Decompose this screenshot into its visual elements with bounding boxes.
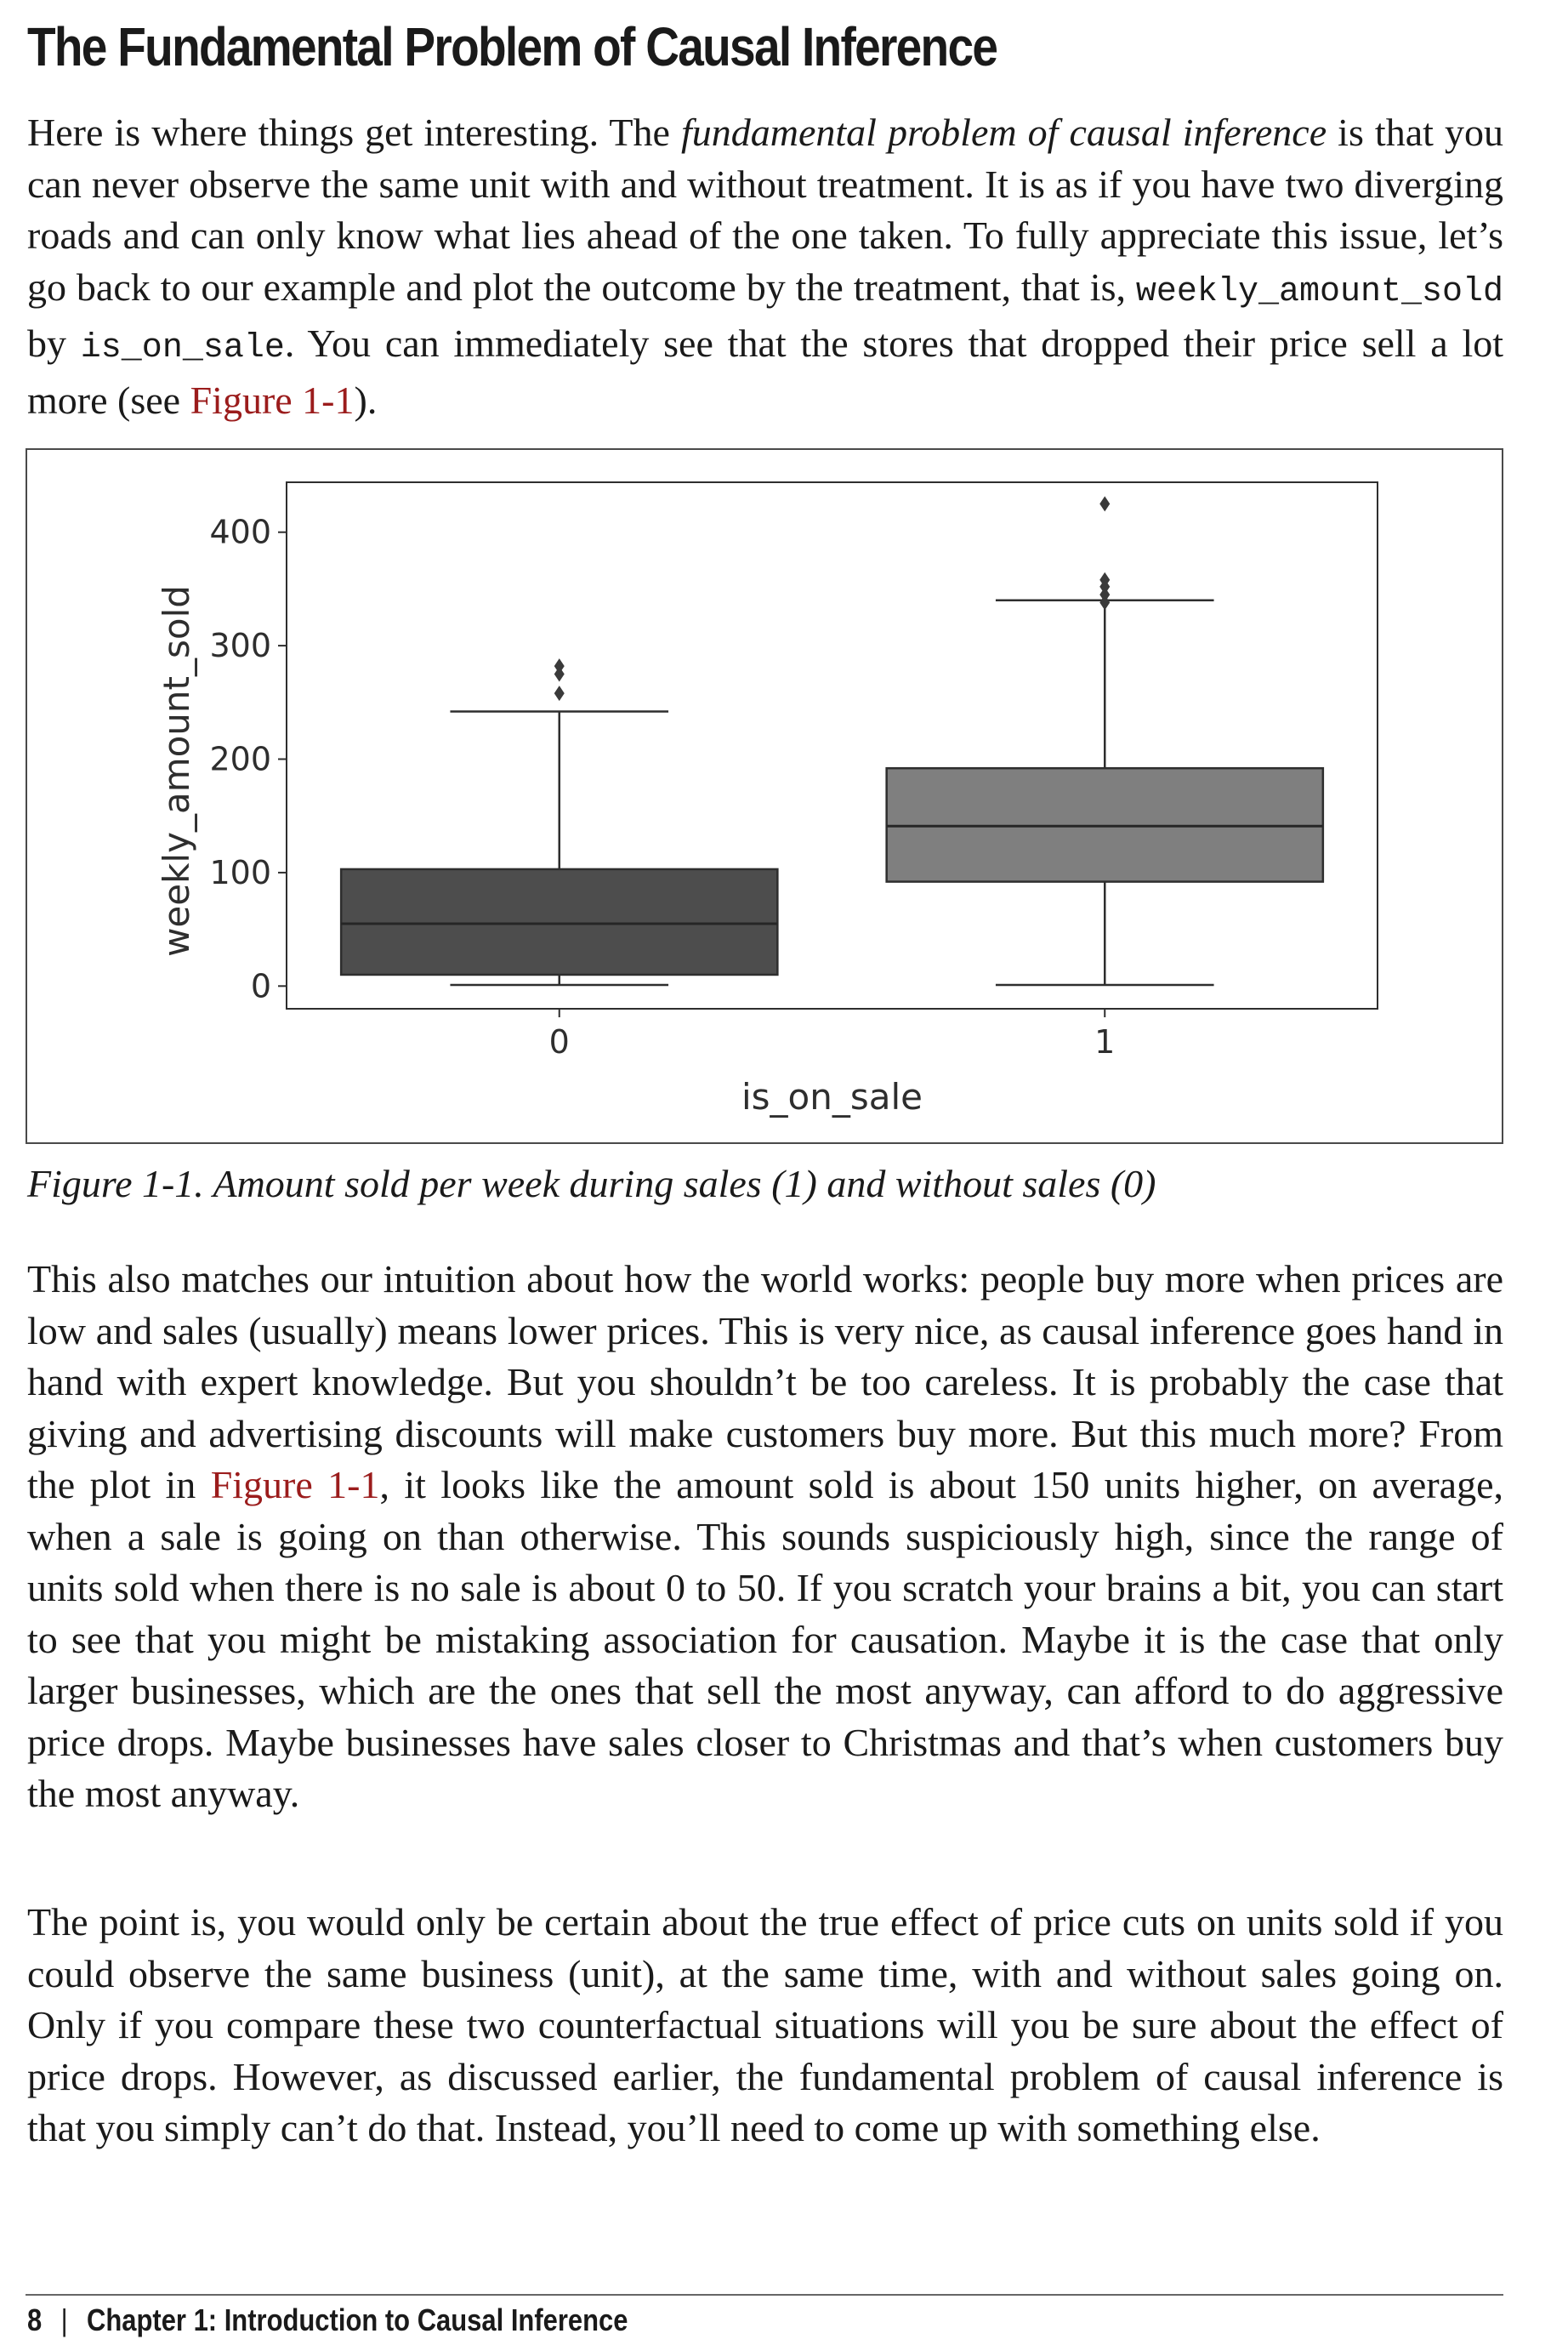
paragraph-counterfactual: The point is, you would only be certain about the true effect of price cuts on units sold if you could observe the same business (unit), at the same time, with and without sales going on. Only if you compare these two counterfactual situations will you be sure about the effect of price drops. However, as discussed earlier, the fundamental problem of causal inference is that you simply can’t do that. Instead, you’ll need to come up with something else.	[27, 1900, 1503, 2149]
figure-1-1-link-2[interactable]: Figure 1-1	[210, 1463, 380, 1506]
iqr-box	[341, 869, 777, 975]
paragraph-intro	[27, 107, 1503, 426]
p2-text-1: This also matches our intuition about how the world works: people buy more when prices are low and sales (usually) means lower prices. This is very nice, as causal inference goes hand in hand with expert knowledge. But you shouldn’t be too careless. It is probably the case that giving and advertising discounts will make customers buy more. But this much more? From the plot in	[27, 1257, 1503, 1506]
p1-text-4: . You can immediately see that the stores that dropped their price sell a lot more (see	[27, 322, 1504, 422]
p1-text-1: Here is where things get interesting. The	[27, 111, 681, 154]
footer-rule	[26, 2294, 1503, 2296]
x-axis-label: is_on_sale	[741, 1076, 923, 1118]
outlier-point	[554, 658, 565, 674]
figure-1-1-link[interactable]: Figure 1-1	[190, 378, 355, 422]
p1-text-2: is that you can never observe the same unit with and without treatment. It is as if you have two diverging roads and can only know what lies ahead of the one taken. To fully appreciate this issue, let’s go back to our example and plot the outcome by the treatment, that is,	[27, 111, 1503, 309]
outlier-point	[554, 686, 565, 701]
boxplot-chart	[27, 450, 1502, 1142]
y-tick-label: 0	[250, 967, 271, 1005]
chapter-title: Chapter 1: Introduction to Causal Inference	[86, 2302, 628, 2337]
p1-text-3: by	[27, 322, 81, 365]
x-tick-label: 0	[548, 1023, 570, 1061]
y-tick-label: 200	[209, 740, 271, 778]
section-title: The Fundamental Problem of Causal Inference	[27, 16, 997, 77]
y-tick-label: 400	[209, 513, 271, 551]
page-footer	[27, 2302, 628, 2339]
figure-frame	[26, 448, 1503, 1144]
p2-text-2: , it looks like the amount sold is about 150 units higher, on average, when a sale is going on than otherwise. This sounds suspiciously high, since the range of units sold when there is no sale is about 0 to 50. If you scratch your brains a bit, you can start to see that you might be mistaking association for causation. Maybe it is the case that only larger businesses, which are the ones that sell the most anyway, can afford to do aggressive price drops. Maybe businesses have sales closer to Christmas and that’s when customers buy the most anyway.	[27, 1463, 1503, 1815]
x-tick-label: 1	[1094, 1023, 1116, 1061]
code-weekly-amount-sold: weekly_amount_sold	[1135, 272, 1503, 311]
code-is-on-sale: is_on_sale	[80, 329, 285, 367]
page-number: 8	[27, 2302, 43, 2337]
outlier-point	[1099, 496, 1110, 511]
figure-caption: Figure 1-1. Amount sold per week during sales (1) and without sales (0)	[27, 1162, 1156, 1205]
y-tick-label: 300	[209, 627, 271, 665]
y-axis-label: weekly_amount_sold	[156, 585, 197, 957]
footer-separator: |	[60, 2302, 68, 2337]
y-tick-label: 100	[209, 853, 271, 891]
paragraph-intuition	[27, 1254, 1503, 1820]
p1-emphasis: fundamental problem of causal inference	[680, 111, 1327, 154]
p1-text-5: ).	[354, 378, 378, 422]
